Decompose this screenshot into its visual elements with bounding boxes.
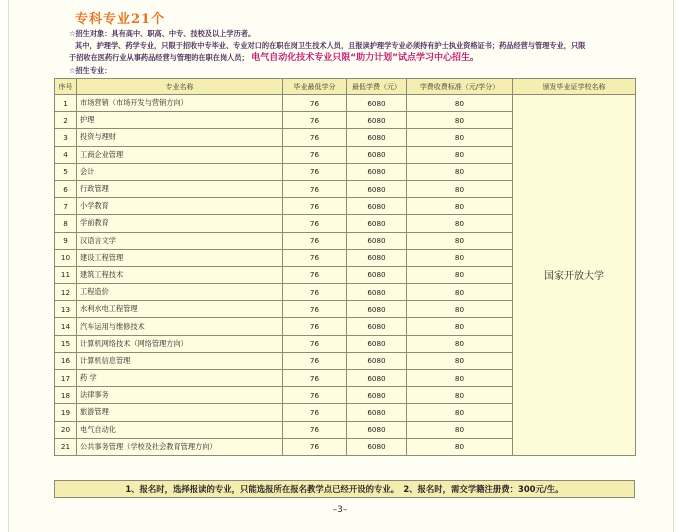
row-credits: 76 bbox=[283, 284, 347, 301]
row-major-name: 水利水电工程管理 bbox=[77, 301, 283, 318]
note-text-line2-plain: 于招收在医药行业从事药品经营与管理的在职在岗人员； bbox=[69, 53, 249, 62]
row-number: 11 bbox=[55, 266, 77, 283]
row-number: 2 bbox=[55, 112, 77, 129]
row-credits: 76 bbox=[283, 112, 347, 129]
row-fee: 6080 bbox=[347, 404, 407, 421]
row-fee: 6080 bbox=[347, 129, 407, 146]
row-major-name: 建筑工程技术 bbox=[77, 266, 283, 283]
row-rate: 80 bbox=[407, 438, 513, 455]
row-fee: 6080 bbox=[347, 352, 407, 369]
row-number: 9 bbox=[55, 232, 77, 249]
row-fee: 6080 bbox=[347, 215, 407, 232]
row-number: 21 bbox=[55, 438, 77, 455]
row-fee: 6080 bbox=[347, 232, 407, 249]
row-rate: 80 bbox=[407, 198, 513, 215]
row-major-name: 工程造价 bbox=[77, 284, 283, 301]
row-fee: 6080 bbox=[347, 387, 407, 404]
majors-table bbox=[54, 78, 636, 456]
row-major-name: 小学教育 bbox=[77, 198, 283, 215]
row-major-name: 电气自动化 bbox=[77, 421, 283, 438]
row-rate: 80 bbox=[407, 249, 513, 266]
row-rate: 80 bbox=[407, 318, 513, 335]
row-fee: 6080 bbox=[347, 249, 407, 266]
row-rate: 80 bbox=[407, 387, 513, 404]
row-rate: 80 bbox=[407, 95, 513, 112]
row-major-name: 法律事务 bbox=[77, 387, 283, 404]
row-major-name: 护理 bbox=[77, 112, 283, 129]
row-rate: 80 bbox=[407, 352, 513, 369]
row-number: 12 bbox=[55, 284, 77, 301]
row-number: 5 bbox=[55, 163, 77, 180]
page-title: 专科专业21个 bbox=[75, 12, 166, 27]
header-name: 专业名称 bbox=[77, 79, 283, 95]
row-major-name: 建设工程管理 bbox=[77, 249, 283, 266]
row-number: 19 bbox=[55, 404, 77, 421]
row-fee: 6080 bbox=[347, 421, 407, 438]
header-school: 颁发毕业证学校名称 bbox=[513, 79, 636, 95]
row-credits: 76 bbox=[283, 249, 347, 266]
row-major-name: 市场营销（市场开发与营销方向） bbox=[77, 95, 283, 112]
row-number: 17 bbox=[55, 370, 77, 387]
row-rate: 80 bbox=[407, 215, 513, 232]
row-fee: 6080 bbox=[347, 112, 407, 129]
row-number: 20 bbox=[55, 421, 77, 438]
page-number: –3– bbox=[332, 505, 348, 515]
row-number: 3 bbox=[55, 129, 77, 146]
row-number: 6 bbox=[55, 180, 77, 197]
row-rate: 80 bbox=[407, 266, 513, 283]
row-credits: 76 bbox=[283, 421, 347, 438]
row-major-name: 汉语言文学 bbox=[77, 232, 283, 249]
row-number: 10 bbox=[55, 249, 77, 266]
row-fee: 6080 bbox=[347, 335, 407, 352]
row-credits: 76 bbox=[283, 266, 347, 283]
row-rate: 80 bbox=[407, 301, 513, 318]
row-rate: 80 bbox=[407, 163, 513, 180]
row-credits: 76 bbox=[283, 352, 347, 369]
row-credits: 76 bbox=[283, 95, 347, 112]
row-credits: 76 bbox=[283, 129, 347, 146]
row-rate: 80 bbox=[407, 129, 513, 146]
row-credits: 76 bbox=[283, 335, 347, 352]
row-credits: 76 bbox=[283, 301, 347, 318]
row-fee: 6080 bbox=[347, 146, 407, 163]
note-text-line1: 其中，护理学、药学专业，只限于招收中专毕业、专业对口的在职在岗卫生技术人员，且报读护理学专业必须持有护士执业资格证书；药品经营与管理专业，只限 bbox=[75, 41, 586, 50]
row-credits: 76 bbox=[283, 404, 347, 421]
row-rate: 80 bbox=[407, 421, 513, 438]
header-fee: 最低学费（元） bbox=[347, 79, 407, 95]
row-credits: 76 bbox=[283, 180, 347, 197]
row-number: 14 bbox=[55, 318, 77, 335]
major-label: ☆招生专业： bbox=[69, 66, 112, 75]
header-credits: 毕业最低学分 bbox=[283, 79, 347, 95]
row-number: 1 bbox=[55, 95, 77, 112]
note-highlight: 电气自动化技术专业只限“助力计划”试点学习中心招生。 bbox=[251, 53, 480, 63]
row-rate: 80 bbox=[407, 370, 513, 387]
row-major-name: 药 学 bbox=[77, 370, 283, 387]
footer-notes: 1、报名时，选择报读的专业，只能选报所在报名教学点已经开设的专业。 2、报名时，需交学籍注册费：300元/生。 bbox=[54, 480, 635, 498]
row-fee: 6080 bbox=[347, 370, 407, 387]
header-no: 序号 bbox=[55, 79, 77, 95]
row-major-name: 行政管理 bbox=[77, 180, 283, 197]
row-rate: 80 bbox=[407, 232, 513, 249]
row-rate: 80 bbox=[407, 146, 513, 163]
row-major-name: 会计 bbox=[77, 163, 283, 180]
row-credits: 76 bbox=[283, 318, 347, 335]
row-credits: 76 bbox=[283, 163, 347, 180]
row-credits: 76 bbox=[283, 232, 347, 249]
row-fee: 6080 bbox=[347, 438, 407, 455]
row-fee: 6080 bbox=[347, 284, 407, 301]
row-number: 7 bbox=[55, 198, 77, 215]
row-fee: 6080 bbox=[347, 95, 407, 112]
row-number: 15 bbox=[55, 335, 77, 352]
row-credits: 76 bbox=[283, 438, 347, 455]
row-fee: 6080 bbox=[347, 318, 407, 335]
table-row bbox=[55, 95, 636, 112]
row-number: 18 bbox=[55, 387, 77, 404]
row-fee: 6080 bbox=[347, 198, 407, 215]
row-number: 16 bbox=[55, 352, 77, 369]
row-fee: 6080 bbox=[347, 266, 407, 283]
table-header-row bbox=[55, 79, 636, 95]
row-major-name: 汽车运用与维修技术 bbox=[77, 318, 283, 335]
row-number: 4 bbox=[55, 146, 77, 163]
row-major-name: 学前教育 bbox=[77, 215, 283, 232]
row-rate: 80 bbox=[407, 112, 513, 129]
note-text-line2 bbox=[69, 53, 479, 63]
row-credits: 76 bbox=[283, 370, 347, 387]
row-major-name: 计算机网络技术（网络管理方向） bbox=[77, 335, 283, 352]
row-credits: 76 bbox=[283, 215, 347, 232]
row-rate: 80 bbox=[407, 404, 513, 421]
row-major-name: 公共事务管理（学校及社会教育管理方向） bbox=[77, 438, 283, 455]
enroll-target-text: ☆招生对象：具有高中、职高、中专、技校及以上学历者。 bbox=[69, 29, 256, 38]
row-rate: 80 bbox=[407, 180, 513, 197]
header-rate: 学费收费标准（元/学分） bbox=[407, 79, 513, 95]
row-rate: 80 bbox=[407, 335, 513, 352]
row-credits: 76 bbox=[283, 198, 347, 215]
school-name-cell: 国家开放大学 bbox=[513, 95, 636, 456]
row-fee: 6080 bbox=[347, 163, 407, 180]
row-fee: 6080 bbox=[347, 180, 407, 197]
row-major-name: 旅游管理 bbox=[77, 404, 283, 421]
row-number: 13 bbox=[55, 301, 77, 318]
row-major-name: 计算机信息管理 bbox=[77, 352, 283, 369]
row-major-name: 工商企业管理 bbox=[77, 146, 283, 163]
row-number: 8 bbox=[55, 215, 77, 232]
row-major-name: 投资与理财 bbox=[77, 129, 283, 146]
row-credits: 76 bbox=[283, 387, 347, 404]
row-fee: 6080 bbox=[347, 301, 407, 318]
row-credits: 76 bbox=[283, 146, 347, 163]
row-rate: 80 bbox=[407, 284, 513, 301]
